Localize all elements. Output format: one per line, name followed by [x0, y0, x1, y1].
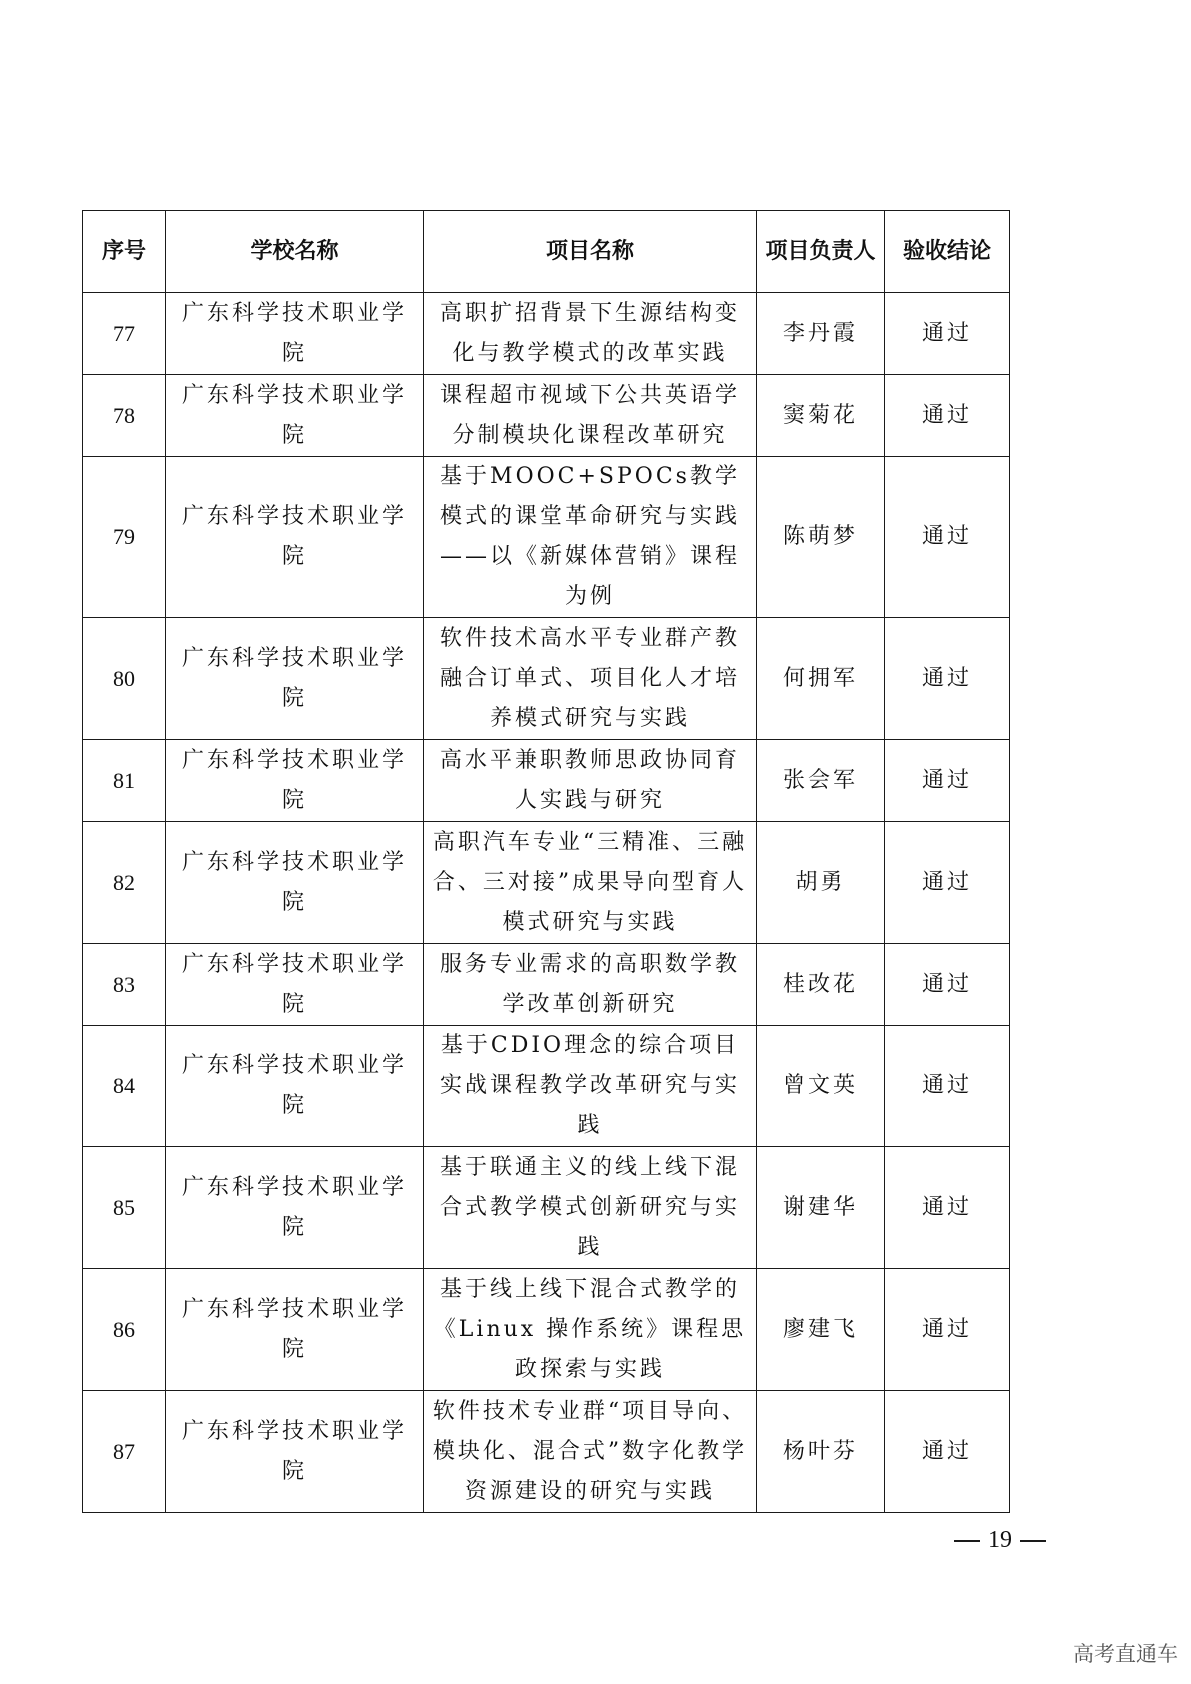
cell-result: 通过 [885, 618, 1010, 740]
cell-index: 85 [83, 1147, 166, 1269]
table-row [83, 1391, 1010, 1513]
cell-school: 广东科学技术职业学院 [166, 944, 424, 1026]
cell-school: 广东科学技术职业学院 [166, 375, 424, 457]
cell-index: 83 [83, 944, 166, 1026]
cell-project: 高职汽车专业“三精准、三融合、三对接”成果导向型育人模式研究与实践 [424, 822, 757, 944]
cell-leader: 谢建华 [757, 1147, 885, 1269]
cell-school: 广东科学技术职业学院 [166, 822, 424, 944]
cell-project: 高水平兼职教师思政协同育人实践与研究 [424, 740, 757, 822]
cell-leader: 曾文英 [757, 1026, 885, 1147]
cell-result: 通过 [885, 293, 1010, 375]
acceptance-results-table [82, 210, 1010, 1513]
cell-school: 广东科学技术职业学院 [166, 293, 424, 375]
page-number-dash-left [954, 1540, 980, 1542]
cell-project: 基于CDIO理念的综合项目实战课程教学改革研究与实践 [424, 1026, 757, 1147]
watermark: 高考直通车 [1073, 1642, 1178, 1666]
cell-project: 课程超市视域下公共英语学分制模块化课程改革研究 [424, 375, 757, 457]
cell-leader: 廖建飞 [757, 1269, 885, 1391]
cell-index: 87 [83, 1391, 166, 1513]
cell-index: 80 [83, 618, 166, 740]
table-row [83, 1026, 1010, 1147]
cell-index: 77 [83, 293, 166, 375]
table-row [83, 740, 1010, 822]
table-row [83, 375, 1010, 457]
cell-school: 广东科学技术职业学院 [166, 618, 424, 740]
header-index: 序号 [83, 211, 166, 293]
cell-project: 服务专业需求的高职数学教学改革创新研究 [424, 944, 757, 1026]
table-row [83, 1269, 1010, 1391]
cell-index: 84 [83, 1026, 166, 1147]
cell-leader: 桂改花 [757, 944, 885, 1026]
cell-leader: 杨叶芬 [757, 1391, 885, 1513]
cell-school: 广东科学技术职业学院 [166, 1147, 424, 1269]
cell-school: 广东科学技术职业学院 [166, 1026, 424, 1147]
cell-result: 通过 [885, 375, 1010, 457]
cell-index: 86 [83, 1269, 166, 1391]
cell-leader: 张会军 [757, 740, 885, 822]
header-leader: 项目负责人 [757, 211, 885, 293]
cell-project: 软件技术高水平专业群产教融合订单式、项目化人才培养模式研究与实践 [424, 618, 757, 740]
cell-project: 基于联通主义的线上线下混合式教学模式创新研究与实践 [424, 1147, 757, 1269]
table-row [83, 457, 1010, 618]
header-project: 项目名称 [424, 211, 757, 293]
cell-result: 通过 [885, 1391, 1010, 1513]
cell-project: 软件技术专业群“项目导向、模块化、混合式”数字化教学资源建设的研究与实践 [424, 1391, 757, 1513]
cell-project: 高职扩招背景下生源结构变化与教学模式的改革实践 [424, 293, 757, 375]
cell-school: 广东科学技术职业学院 [166, 1269, 424, 1391]
cell-project: 基于MOOC+SPOCs教学模式的课堂革命研究与实践——以《新媒体营销》课程为例 [424, 457, 757, 618]
cell-index: 81 [83, 740, 166, 822]
table-header-row [83, 211, 1010, 293]
cell-result: 通过 [885, 457, 1010, 618]
cell-school: 广东科学技术职业学院 [166, 740, 424, 822]
table-row [83, 618, 1010, 740]
table-row [83, 293, 1010, 375]
cell-leader: 何拥军 [757, 618, 885, 740]
cell-leader: 窦菊花 [757, 375, 885, 457]
cell-result: 通过 [885, 1147, 1010, 1269]
cell-school: 广东科学技术职业学院 [166, 1391, 424, 1513]
header-result: 验收结论 [885, 211, 1010, 293]
cell-result: 通过 [885, 1026, 1010, 1147]
cell-leader: 李丹霞 [757, 293, 885, 375]
table-row [83, 822, 1010, 944]
cell-leader: 陈萌梦 [757, 457, 885, 618]
header-school: 学校名称 [166, 211, 424, 293]
cell-project: 基于线上线下混合式教学的《Linux 操作系统》课程思政探索与实践 [424, 1269, 757, 1391]
page-number-value: 19 [988, 1527, 1012, 1553]
cell-index: 78 [83, 375, 166, 457]
cell-result: 通过 [885, 944, 1010, 1026]
page-number-dash-right [1020, 1540, 1046, 1542]
cell-result: 通过 [885, 1269, 1010, 1391]
table-row [83, 944, 1010, 1026]
cell-index: 82 [83, 822, 166, 944]
cell-index: 79 [83, 457, 166, 618]
cell-leader: 胡勇 [757, 822, 885, 944]
cell-result: 通过 [885, 740, 1010, 822]
cell-result: 通过 [885, 822, 1010, 944]
page-number [940, 1520, 1060, 1560]
cell-school: 广东科学技术职业学院 [166, 457, 424, 618]
table-row [83, 1147, 1010, 1269]
